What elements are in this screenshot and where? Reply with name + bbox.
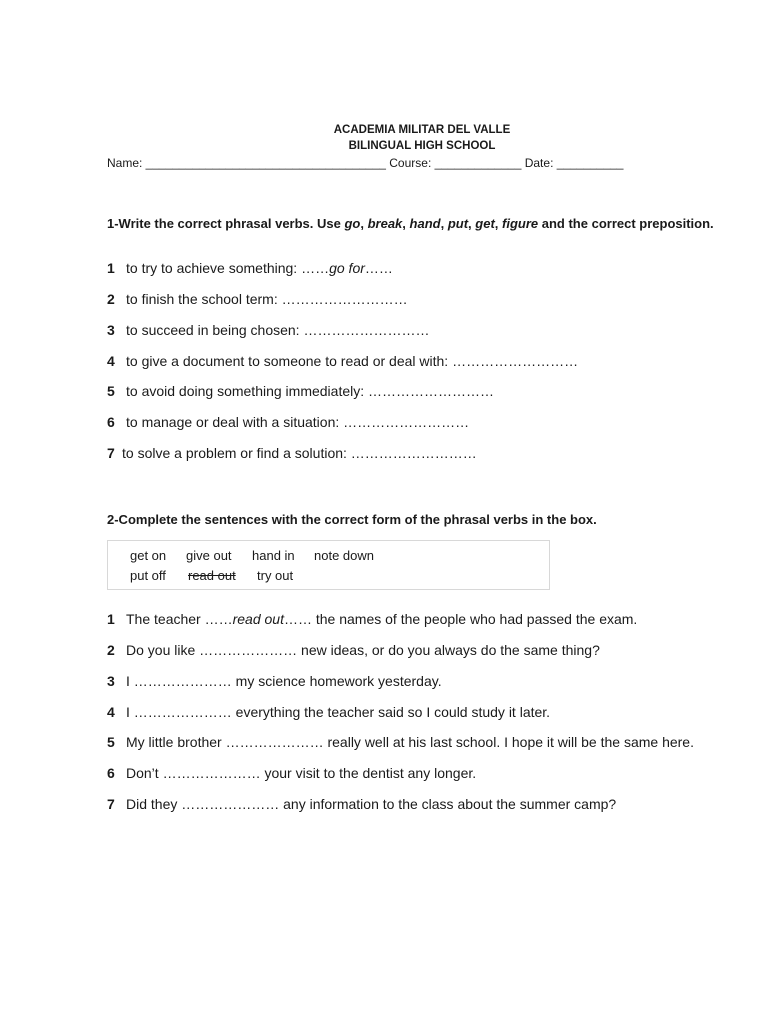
exercise-1-item — [107, 445, 477, 461]
item-number: 4 — [107, 704, 115, 720]
exercise-2-item — [107, 704, 550, 720]
item-text: The teacher …… — [126, 611, 233, 627]
item-number: 7 — [107, 445, 115, 461]
school-header — [0, 122, 768, 154]
school-subtitle: BILINGUAL HIGH SCHOOL — [348, 140, 496, 152]
item-number: 5 — [107, 383, 115, 399]
phrasal-verb-box — [107, 540, 550, 590]
exercise-2-item — [107, 796, 616, 812]
item-text: Don’t ………………… your visit to the dentist any longer. — [126, 765, 477, 781]
item-text: My little brother ………………… really well at his last school. I hope it will be the same here. — [126, 734, 694, 750]
verb-get: get — [475, 216, 495, 231]
exercise-1-item — [107, 383, 494, 399]
verb-separator: , — [440, 216, 448, 231]
school-name: ACADEMIA MILITAR DEL VALLE — [333, 124, 511, 136]
item-text: I ………………… everything the teacher said so I could study it later. — [126, 704, 551, 720]
verb-separator: , — [402, 216, 410, 231]
exercise-2-item — [107, 765, 476, 781]
item-text: to solve a problem or find a solution: ……………………… — [122, 445, 477, 461]
exercise-1-item — [107, 322, 429, 338]
item-answer: go for — [329, 260, 365, 276]
exercise-1-item — [107, 353, 578, 369]
exercise-2-item — [107, 734, 694, 750]
exercise-2-item — [107, 642, 600, 658]
item-number: 1 — [107, 611, 115, 627]
verb-separator: , — [360, 216, 368, 231]
item-text-end: …… — [364, 260, 393, 276]
exercise-1-item — [107, 414, 469, 430]
exercise-1-item — [107, 260, 393, 276]
verb-hand: hand — [409, 216, 441, 231]
box-word: put off — [130, 568, 166, 583]
item-number: 1 — [107, 260, 115, 276]
section-1-title-suffix: and the correct preposition. — [538, 216, 714, 231]
item-number: 2 — [107, 642, 115, 658]
section-2-title: 2-Complete the sentences with the correct form of the phrasal verbs in the box. — [107, 512, 597, 527]
exercise-1-item — [107, 291, 408, 307]
verb-figure: figure — [502, 216, 539, 231]
box-word: try out — [257, 568, 294, 583]
item-number: 2 — [107, 291, 115, 307]
item-text: to try to achieve something: …… — [126, 260, 330, 276]
student-info-line: Name: ____________________________________ Course: _____________ Date: __________ — [107, 156, 624, 170]
item-text: to give a document to someone to read or deal with: ……………………… — [126, 353, 579, 369]
verb-go: go — [344, 216, 361, 231]
item-number: 5 — [107, 734, 115, 750]
item-text: Do you like ………………… new ideas, or do you always do the same thing? — [126, 642, 600, 658]
exercise-2-item — [107, 611, 637, 627]
item-answer: read out — [232, 611, 284, 627]
box-word: hand in — [252, 548, 295, 563]
item-text: to finish the school term: ……………………… — [126, 291, 408, 307]
verb-separator: , — [468, 216, 476, 231]
box-word: get on — [130, 548, 167, 563]
item-text: I ………………… my science homework yesterday. — [126, 673, 442, 689]
verb-separator: , — [494, 216, 503, 231]
item-text: to succeed in being chosen: ……………………… — [126, 322, 430, 338]
exercise-2-item — [107, 673, 442, 689]
box-word-crossed-out: read out — [188, 568, 236, 583]
verb-put: put — [447, 216, 469, 231]
section-1-title — [107, 216, 714, 231]
box-word: give out — [186, 548, 232, 563]
item-number: 3 — [107, 673, 115, 689]
item-text: Did they ………………… any information to the class about the summer camp? — [126, 796, 617, 812]
item-number: 7 — [107, 796, 115, 812]
item-number: 3 — [107, 322, 115, 338]
verb-break: break — [367, 216, 403, 231]
section-1-title-prefix: 1-Write the correct phrasal verbs. Use — [107, 216, 345, 231]
box-word: note down — [314, 548, 374, 563]
item-text: to manage or deal with a situation: ……………………… — [126, 414, 470, 430]
item-number: 6 — [107, 414, 115, 430]
item-number: 4 — [107, 353, 115, 369]
item-text: to avoid doing something immediately: ……………………… — [126, 383, 495, 399]
item-number: 6 — [107, 765, 115, 781]
item-text-end: …… the names of the people who had passed the exam. — [283, 611, 638, 627]
